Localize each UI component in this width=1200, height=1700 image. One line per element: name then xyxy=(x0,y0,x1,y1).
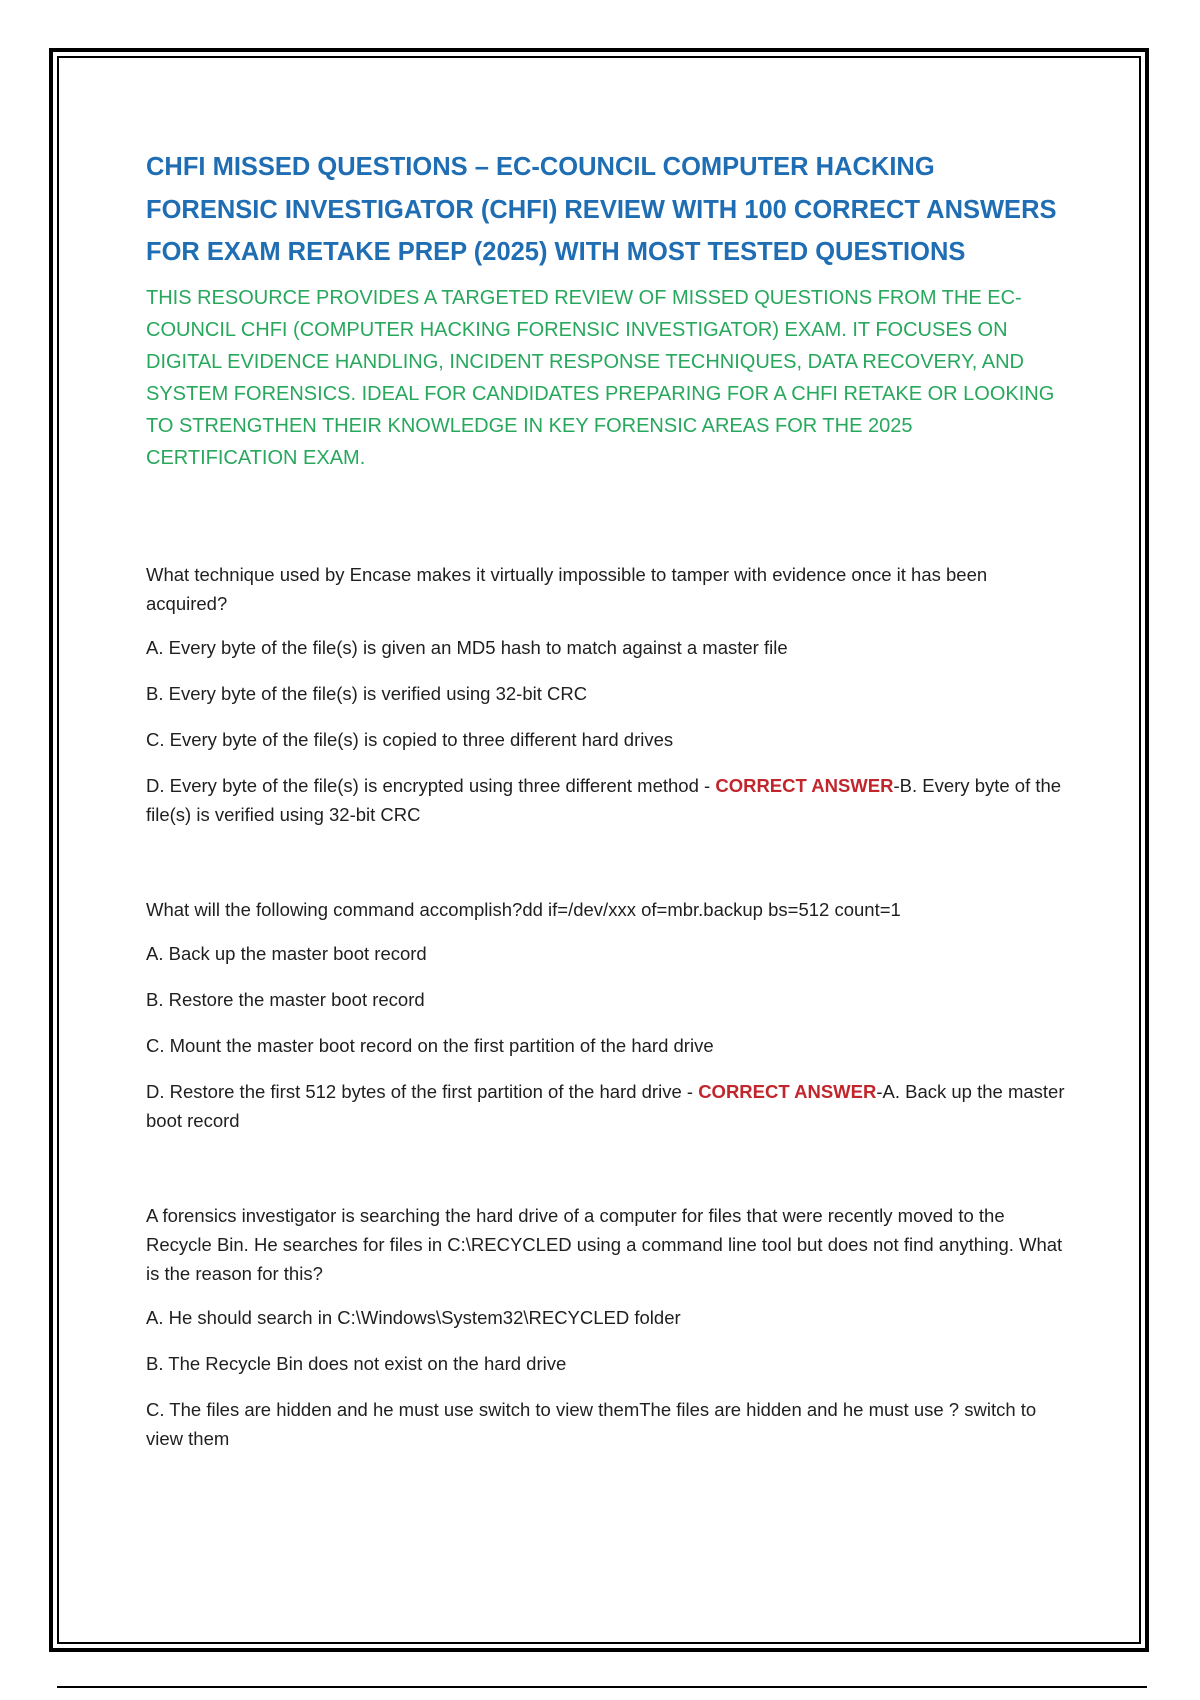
question-3 xyxy=(146,1201,1068,1453)
document-title: CHFI MISSED QUESTIONS – EC-COUNCIL COMPUTER HACKING FORENSIC INVESTIGATOR (CHFI) REVIEW WITH 100 CORRECT ANSWERS FOR EXAM RETAKE PREP (2025) WITH MOST TESTED QUESTIONS xyxy=(146,153,1057,266)
correct-answer-label: CORRECT ANSWER xyxy=(698,1080,877,1102)
option-c: C. Mount the master boot record on the first partition of the hard drive xyxy=(146,1034,714,1056)
option-b: B. The Recycle Bin does not exist on the hard drive xyxy=(146,1352,567,1374)
option-a: A. He should search in C:\Windows\System32\RECYCLED folder xyxy=(146,1306,681,1328)
correct-answer-label: CORRECT ANSWER xyxy=(715,774,894,796)
question-1 xyxy=(146,560,1068,829)
option-d-with-answer xyxy=(146,771,1068,829)
question-text: What will the following command accomplish?dd if=/dev/xxx of=mbr.backup bs=512 count=1 xyxy=(146,898,901,920)
document-content xyxy=(146,146,1068,1453)
question-2 xyxy=(146,895,1068,1135)
correct-answer-text: -A. Back up the master boot record xyxy=(146,1080,1065,1131)
question-text: What technique used by Encase makes it virtually impossible to tamper with evidence once it has been acquired? xyxy=(146,563,988,614)
option-a: A. Every byte of the file(s) is given an MD5 hash to match against a master file xyxy=(146,636,788,658)
question-text: A forensics investigator is searching the hard drive of a computer for files that were recently moved to the Recycle Bin. He searches for files in C:\RECYCLED using a command line tool but does not find anything. What is the reason for this? xyxy=(146,1204,1063,1284)
option-d-with-answer xyxy=(146,1077,1068,1135)
option-b: B. Every byte of the file(s) is verified using 32-bit CRC xyxy=(146,682,588,704)
option-c: C. Every byte of the file(s) is copied to three different hard drives xyxy=(146,728,674,750)
document-subtitle: THIS RESOURCE PROVIDES A TARGETED REVIEW OF MISSED QUESTIONS FROM THE EC-COUNCIL CHFI (COMPUTER HACKING FORENSIC INVESTIGATOR) EXAM. IT FOCUSES ON DIGITAL EVIDENCE HANDLING, INCIDENT RESPONSE TECHNIQUES, DATA RECOVERY, AND SYSTEM FORENSICS. IDEAL FOR CANDIDATES PREPARING FOR A CHFI RETAKE OR LOOKING TO STRENGTHEN THEIR KNOWLEDGE IN KEY FORENSIC AREAS FOR THE 2025 CERTIFICATION EXAM. xyxy=(146,286,1055,469)
option-d: D. Restore the first 512 bytes of the first partition of the hard drive - xyxy=(146,1080,699,1102)
option-a: A. Back up the master boot record xyxy=(146,942,427,964)
option-c: C. The files are hidden and he must use switch to view themThe files are hidden and he must use ? switch to view them xyxy=(146,1398,1037,1449)
option-d: D. Every byte of the file(s) is encrypted using three different method - xyxy=(146,774,716,796)
option-b: B. Restore the master boot record xyxy=(146,988,425,1010)
correct-answer-text: -B. Every byte of the file(s) is verified using 32-bit CRC xyxy=(146,774,1062,825)
footer-divider xyxy=(57,1686,1147,1688)
